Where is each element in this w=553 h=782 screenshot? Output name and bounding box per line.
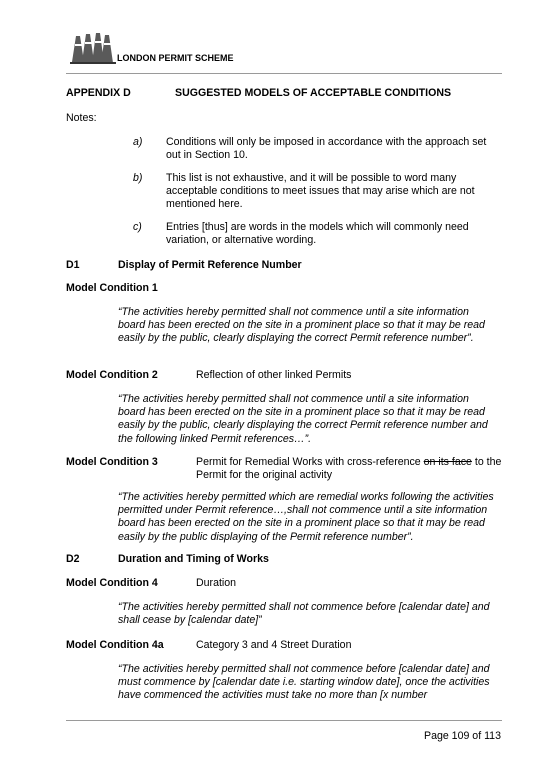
model-condition-4a-text: “The activities hereby permitted shall not commence before [calendar date] and must commence by [calendar date i.e. starting window date], once the activities have commenced the activities must take no more than [x number (118, 663, 490, 702)
model-condition-2-title: Reflection of other linked Permits (196, 369, 352, 381)
model-condition-2-text: “The activities hereby permitted shall not commence until a site information board has been erected on the site in a prominent place so that it may be read easily by the public, clearly displaying the correct Permit reference number and the following linked Permit references…”. (118, 393, 488, 445)
model-condition-4-text: “The activities hereby permitted shall not commence before [calendar date] and shall cease by [calendar date]” (118, 601, 490, 627)
section-d1-number: D1 (66, 259, 80, 271)
model-condition-2-label: Model Condition 2 (66, 369, 158, 381)
model-condition-3-text: “The activities hereby permitted which are remedial works following the activities permitted under Permit reference…,shall not commence until a site information board has been erected on the site in a prominent place so that it may be read easily by the public displaying of the Permit reference number”. (118, 491, 494, 543)
section-d1-title: Display of Permit Reference Number (118, 259, 302, 271)
mc3-title-struck: on its face (423, 456, 472, 468)
note-marker-a: a) (133, 136, 143, 148)
traffic-cones-logo (70, 30, 116, 64)
note-text-a: Conditions will only be imposed in accordance with the approach set out in Section 10. (166, 136, 487, 162)
scheme-name: LONDON PERMIT SCHEME (117, 53, 234, 63)
note-text-b: This list is not exhaustive, and it will be possible to word many acceptable conditions to meet issues that may arise which are not mentioned here. (166, 172, 475, 211)
mc3-title-part2: to the Permit for the original activity (196, 456, 502, 482)
section-d2-title: Duration and Timing of Works (118, 553, 269, 565)
footer-rule (66, 720, 502, 721)
model-condition-4-title: Duration (196, 577, 237, 589)
model-condition-1-text: “The activities hereby permitted shall not commence until a site information board has been erected on the site in a prominent place so that it may be read easily by the public, clearly displaying the correct Permit reference number”. (118, 306, 485, 345)
notes-heading: Notes: (66, 112, 97, 124)
model-condition-1-label: Model Condition 1 (66, 282, 158, 294)
header-rule (66, 73, 502, 74)
model-condition-4a-title: Category 3 and 4 Street Duration (196, 639, 352, 651)
model-condition-3-title (196, 456, 502, 482)
note-marker-c: c) (133, 221, 142, 233)
mc3-title-part1: Permit for Remedial Works with cross-reference (196, 456, 424, 468)
model-condition-3-label: Model Condition 3 (66, 456, 158, 468)
model-condition-4a-label: Model Condition 4a (66, 639, 164, 651)
note-text-c: Entries [thus] are words in the models which will commonly need variation, or alternative wording. (166, 221, 469, 247)
note-marker-b: b) (133, 172, 143, 184)
appendix-label: APPENDIX D (66, 87, 131, 99)
page-number: Page 109 of 113 (424, 730, 501, 742)
appendix-title: SUGGESTED MODELS OF ACCEPTABLE CONDITIONS (175, 87, 452, 99)
section-d2-number: D2 (66, 553, 80, 565)
model-condition-4-label: Model Condition 4 (66, 577, 158, 589)
